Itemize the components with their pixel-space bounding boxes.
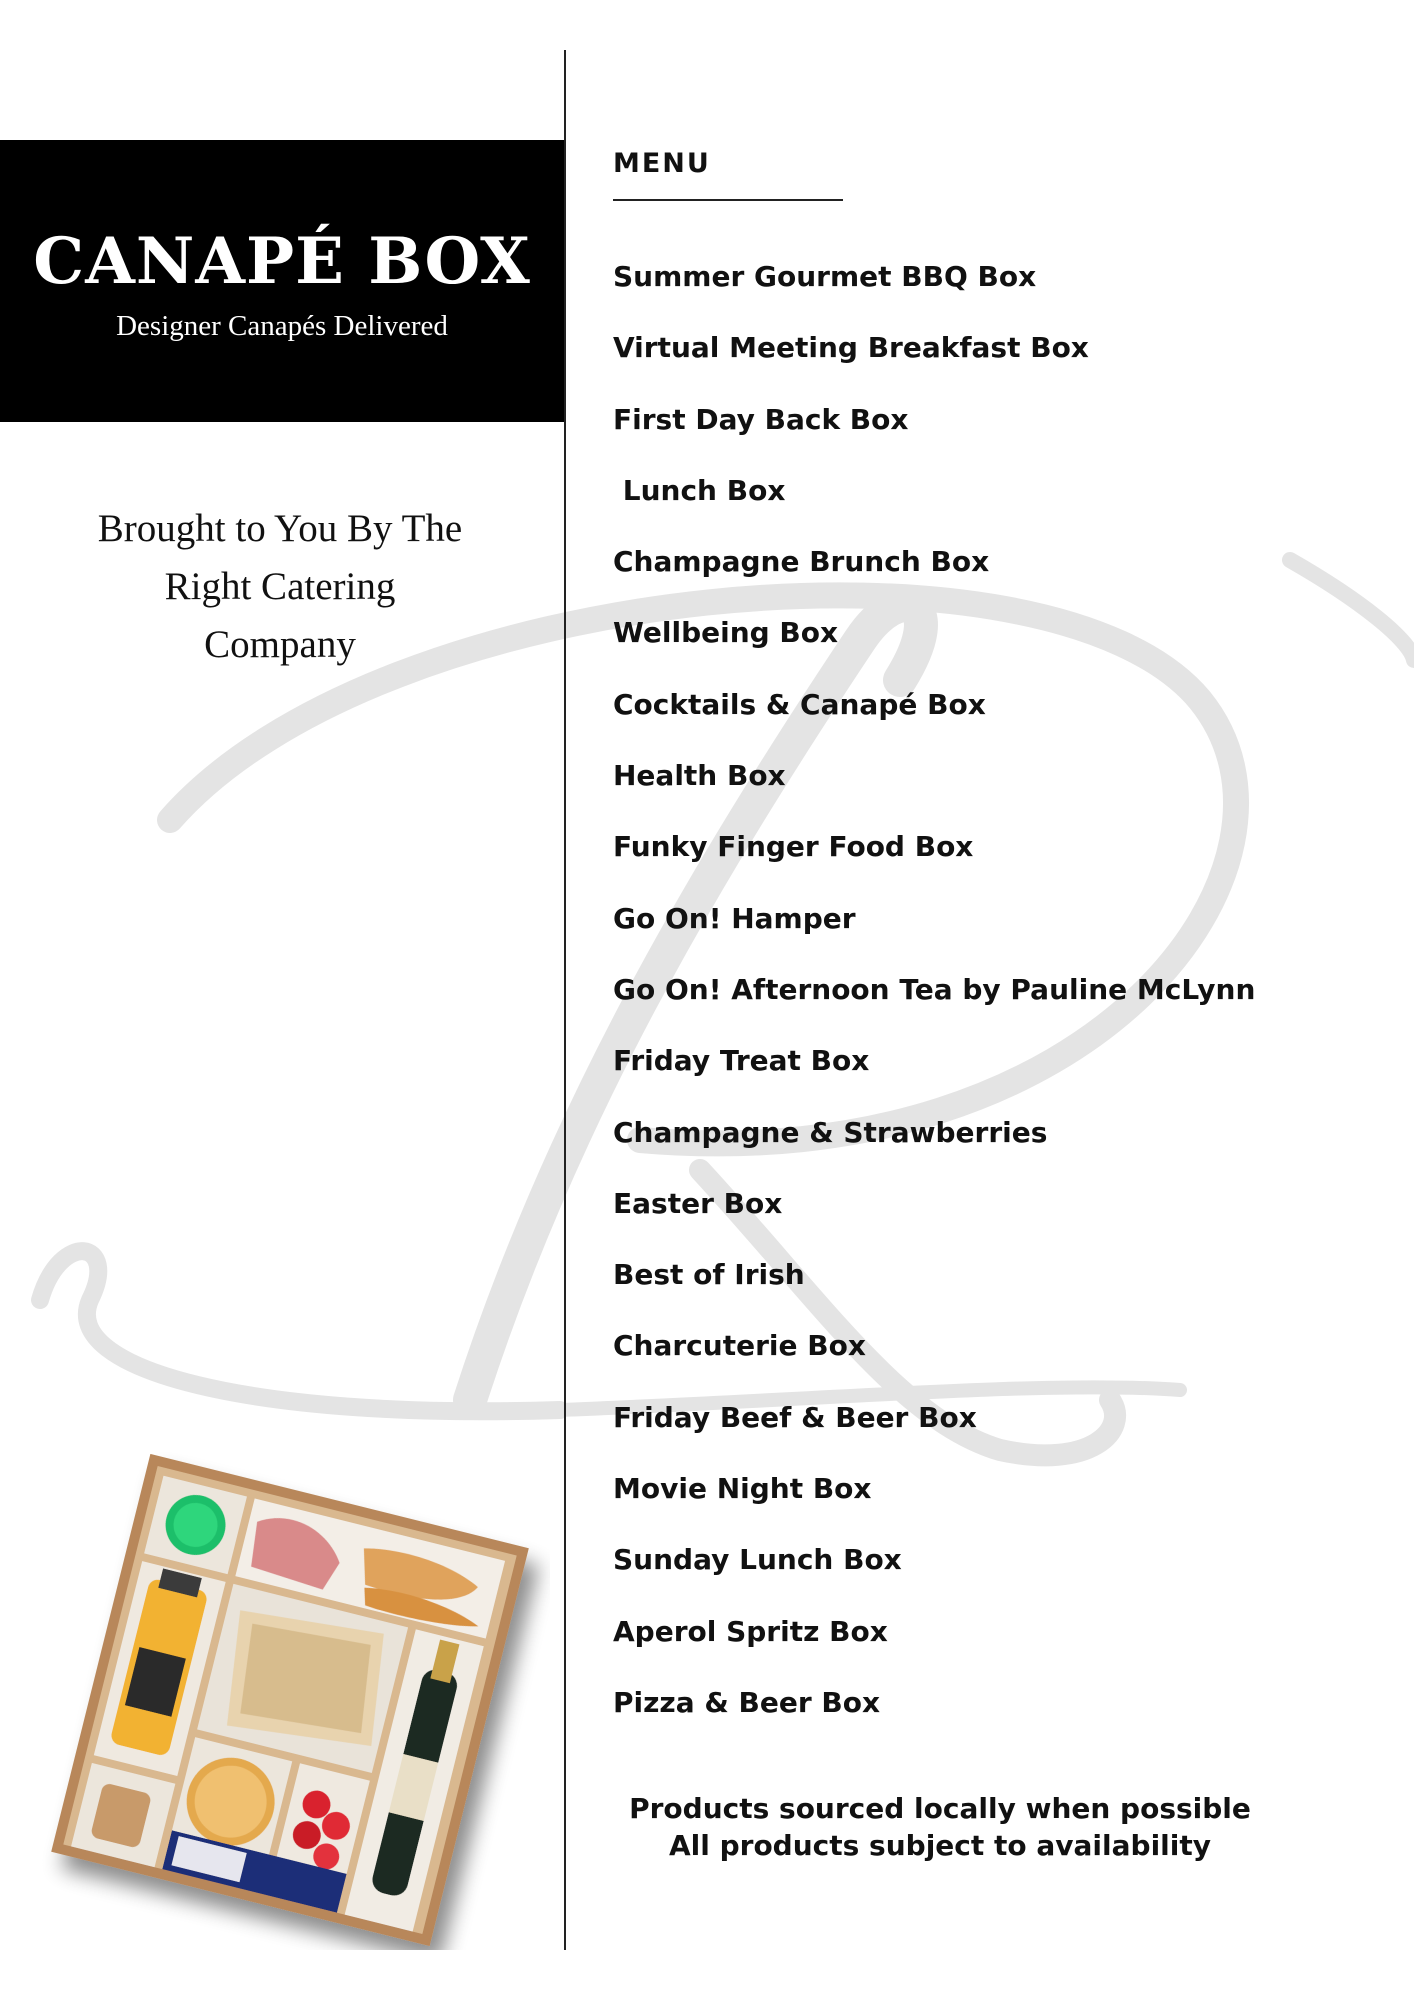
menu-item: Aperol Spritz Box (613, 1614, 888, 1648)
menu-item: Sunday Lunch Box (613, 1543, 902, 1577)
availability-note (590, 1790, 1290, 1864)
menu-item: Charcuterie Box (613, 1329, 866, 1363)
menu-list (613, 254, 1255, 1751)
menu-item: Go On! Afternoon Tea by Pauline McLynn (613, 972, 1256, 1006)
canape-box-photo (30, 1450, 550, 1950)
menu-item: Go On! Hamper (613, 901, 856, 935)
menu-heading: MENU (613, 148, 711, 179)
note-line: All products subject to availability (668, 1829, 1211, 1862)
note-line: Products sourced locally when possible (629, 1792, 1251, 1825)
menu-item: Health Box (613, 759, 786, 793)
brand-title: CANAPÉ BOX (33, 224, 531, 299)
menu-item: Cocktails & Canapé Box (613, 687, 986, 721)
tagline-line: Right Catering (164, 565, 396, 608)
menu-item: Best of Irish (613, 1258, 805, 1292)
menu-item: Friday Beef & Beer Box (613, 1400, 977, 1434)
tagline (40, 500, 520, 674)
brand-subtitle: Designer Canapés Delivered (116, 310, 448, 342)
menu-item: Champagne & Strawberries (613, 1115, 1048, 1149)
menu-item: Champagne Brunch Box (613, 545, 990, 579)
menu-heading-underline (613, 199, 843, 201)
menu-item: Movie Night Box (613, 1472, 872, 1506)
tagline-line: Brought to You By The (97, 507, 463, 550)
brand-header (0, 140, 564, 422)
menu-item: Lunch Box (613, 473, 786, 507)
menu-item: Summer Gourmet BBQ Box (613, 260, 1037, 293)
menu-item: Virtual Meeting Breakfast Box (613, 331, 1089, 365)
tagline-line: Company (204, 623, 356, 666)
menu-item: Easter Box (613, 1186, 783, 1220)
menu-item: Wellbeing Box (613, 616, 839, 650)
menu-item: Friday Treat Box (613, 1044, 870, 1078)
menu-item: First Day Back Box (613, 402, 909, 436)
vertical-divider (564, 50, 566, 1950)
menu-item: Funky Finger Food Box (613, 830, 974, 864)
menu-item: Pizza & Beer Box (613, 1685, 881, 1719)
